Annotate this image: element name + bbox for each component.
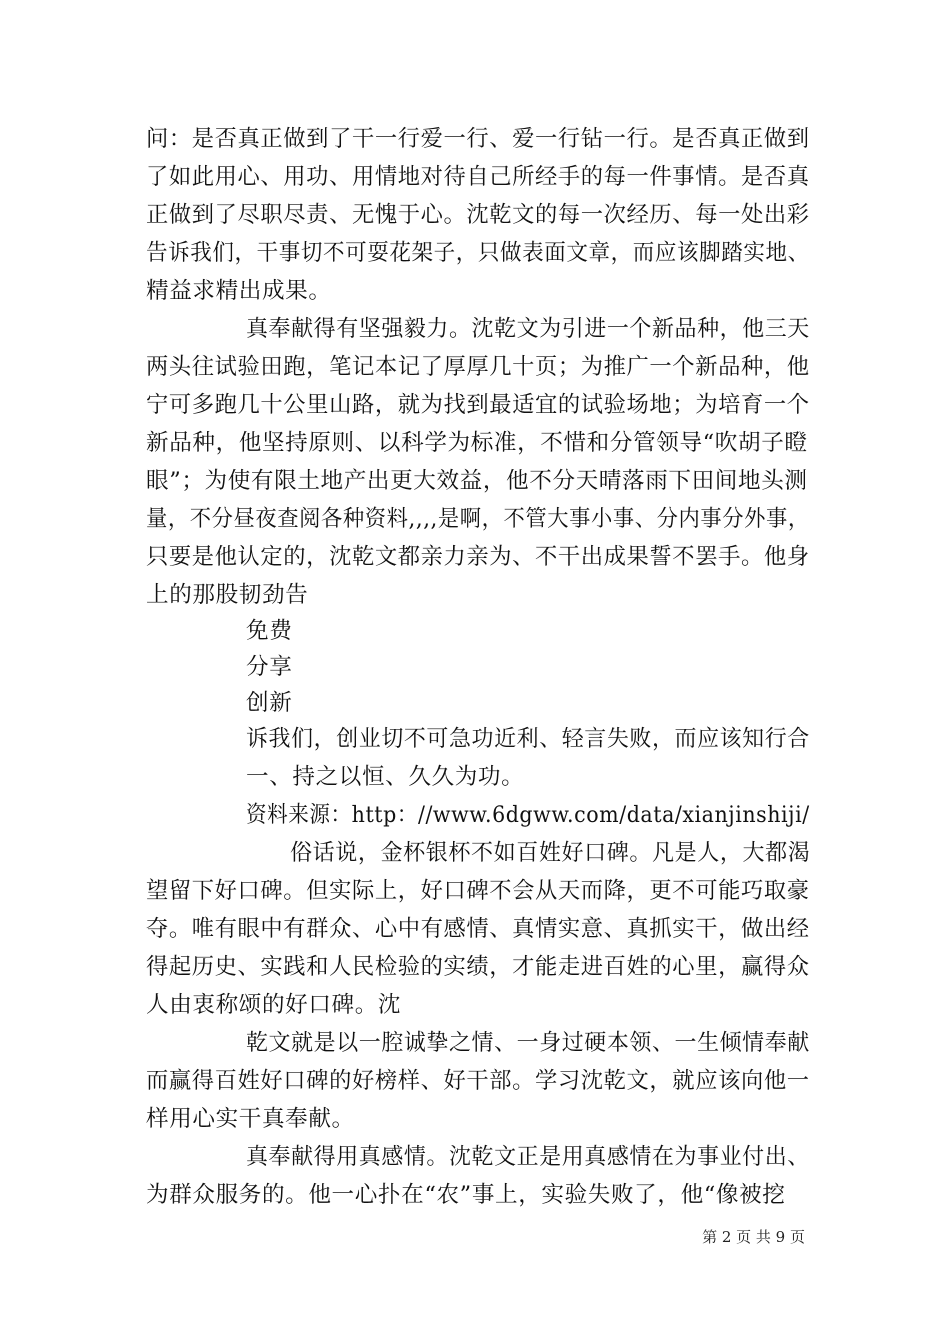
text-line: 得起历史、实践和人民检验的实绩，才能走进百姓的心里，赢得众 — [146, 954, 810, 980]
text-line: 夺。唯有眼中有群众、心中有感情、真情实意、真抓实干，做出经 — [146, 916, 810, 942]
text-line: 而赢得百姓好口碑的好榜样、好干部。学习沈乾文，就应该向他一 — [146, 1068, 810, 1094]
text-line: 望留下好口碑。但实际上，好口碑不会从天而降，更不可能巧取豪 — [146, 878, 810, 904]
paragraph-start-line: 真奉献得有坚强毅力。沈乾文为引进一个新品种，他三天 — [246, 316, 810, 342]
text-line: 人由衷称颂的好口碑。沈 — [146, 992, 402, 1018]
text-line: 为群众服务的。他一心扑在“农”事上，实验失败了，他“像被挖 — [146, 1182, 786, 1208]
paragraph-start-line: 真奉献得用真感情。沈乾文正是用真感情在为事业付出、 — [246, 1144, 810, 1170]
text-line: 精益求精出成果。 — [146, 278, 332, 304]
text-line: 了如此用心、用功、用情地对待自己所经手的每一件事情。是否真 — [146, 164, 810, 190]
text-line: 新品种，他坚持原则、以科学为标准，不惜和分管领导“吹胡子瞪 — [146, 430, 808, 456]
label-innovate: 创新 — [246, 690, 293, 716]
text-line: 只要是他认定的，沈乾文都亲力亲为、不干出成果誓不罢手。他身 — [146, 544, 810, 570]
text-line: 两头往试验田跑，笔记本记了厚厚几十页；为推广一个新品种，他 — [146, 354, 810, 380]
label-free: 免费 — [246, 618, 293, 644]
paragraph-start-line: 乾文就是以一腔诚挚之情、一身过硬本领、一生倾情奉献 — [246, 1030, 810, 1056]
page-number-footer: 第 2 页 共 9 页 — [702, 1228, 805, 1246]
label-share: 分享 — [246, 654, 293, 680]
text-line: 上的那股韧劲告 — [146, 582, 309, 608]
text-line: 眼”；为使有限土地产出更大效益，他不分天晴落雨下田间地头测 — [146, 468, 808, 494]
text-line: 诉我们，创业切不可急功近利、轻言失败，而应该知行合 — [246, 726, 810, 752]
text-line: 量，不分昼夜查阅各种资料,,,,是啊，不管大事小事、分内事分外事， — [146, 506, 810, 532]
text-line: 告诉我们，干事切不可耍花架子，只做表面文章，而应该脚踏实地、 — [146, 240, 810, 266]
source-line: 资料来源：http：//www.6dgww.com/data/xianjinshiji/ — [246, 802, 810, 828]
text-line: 一、持之以恒、久久为功。 — [246, 764, 525, 790]
text-line: 正做到了尽职尽责、无愧于心。沈乾文的每一次经历、每一处出彩 — [146, 202, 810, 228]
paragraph-start-line: 俗话说，金杯银杯不如百姓好口碑。凡是人，大都渴 — [290, 840, 811, 866]
text-line: 样用心实干真奉献。 — [146, 1106, 355, 1132]
text-line: 问：是否真正做到了干一行爱一行、爱一行钻一行。是否真正做到 — [146, 126, 810, 152]
text-line: 宁可多跑几十公里山路，就为找到最适宜的试验场地；为培育一个 — [146, 392, 810, 418]
